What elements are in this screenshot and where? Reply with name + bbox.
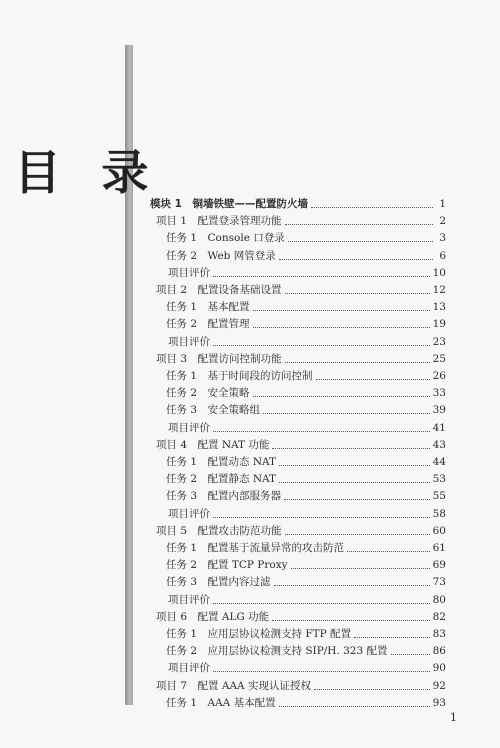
toc-entry bbox=[156, 282, 446, 298]
toc-entry-label: 项目 7 配置 AAA 实现认证授权 bbox=[156, 679, 311, 692]
toc-entry-page: 58 bbox=[432, 507, 446, 520]
toc-entry-label: 任务 1 应用层协议检测支持 FTP 配置 bbox=[166, 628, 352, 640]
toc-dot-leader bbox=[284, 498, 430, 500]
toc-entry-label: 任务 1 基于时间段的访问控制 bbox=[166, 370, 313, 382]
toc-dot-leader bbox=[285, 223, 433, 225]
toc-entry-label: 项目评价 bbox=[168, 335, 210, 348]
toc-entry-label: 任务 1 基本配置 bbox=[166, 301, 250, 314]
toc-dot-leader bbox=[213, 275, 430, 277]
toc-entry bbox=[166, 557, 446, 573]
toc-entry bbox=[166, 402, 446, 418]
toc-entry-page: 2 bbox=[439, 215, 446, 228]
toc-entry bbox=[156, 437, 446, 453]
toc-entry-label: 项目 4 配置 NAT 功能 bbox=[156, 438, 270, 451]
toc-dot-leader bbox=[274, 584, 430, 586]
toc-entry-label: 任务 2 配置管理 bbox=[166, 318, 250, 331]
toc-entry-page: 61 bbox=[432, 542, 446, 554]
toc-entry bbox=[166, 626, 446, 642]
toc-entry bbox=[166, 420, 446, 436]
toc-entry-page: 10 bbox=[432, 266, 446, 279]
toc-entry-page: 83 bbox=[432, 628, 446, 640]
toc-entry bbox=[166, 488, 446, 504]
toc-entry-label: 任务 1 配置动态 NAT bbox=[166, 456, 277, 468]
toc-entry-page: 60 bbox=[432, 524, 446, 537]
toc-entry bbox=[166, 454, 446, 470]
toc-entry bbox=[166, 695, 446, 711]
toc-entry-label: 任务 2 配置 TCP Proxy bbox=[166, 559, 288, 572]
toc-entry-label: 项目评价 bbox=[168, 593, 210, 606]
toc-entry-label: 项目评价 bbox=[168, 421, 210, 434]
toc-entry-label: 项目 5 配置攻击防范功能 bbox=[156, 524, 282, 537]
page-number: 1 bbox=[450, 711, 457, 724]
toc-entry-page: 92 bbox=[432, 679, 446, 692]
toc-entry bbox=[156, 523, 446, 539]
toc-entry-page: 12 bbox=[432, 284, 446, 296]
toc-dot-leader bbox=[279, 705, 430, 707]
toc-entry-page: 23 bbox=[432, 335, 446, 348]
toc-entry-page: 80 bbox=[432, 593, 446, 606]
toc-entry-label: 项目 6 配置 ALG 功能 bbox=[156, 610, 270, 623]
toc-entry-page: 39 bbox=[432, 404, 446, 417]
toc-entry-label: 项目评价 bbox=[168, 266, 210, 279]
toc-entry-label: 任务 1 AAA 基本配置 bbox=[166, 696, 276, 709]
toc-entry-label: 模块 1 铜墙铁壁——配置防火墙 bbox=[150, 198, 308, 210]
toc-dot-leader bbox=[272, 447, 429, 449]
toc-entry bbox=[156, 213, 446, 229]
toc-dot-leader bbox=[316, 378, 430, 380]
toc-entry bbox=[156, 609, 446, 625]
toc-entry-label: 任务 1 Console 口登录 bbox=[166, 232, 285, 245]
toc-entry bbox=[166, 574, 446, 590]
toc-entry bbox=[166, 368, 446, 384]
toc-entry bbox=[166, 299, 446, 315]
toc-entry-page: 25 bbox=[432, 352, 446, 365]
toc-dot-leader bbox=[213, 516, 430, 518]
toc-dot-leader bbox=[253, 309, 430, 311]
toc-entry-page: 44 bbox=[432, 456, 446, 468]
toc-entry-label: 任务 2 配置静态 NAT bbox=[166, 473, 277, 486]
toc-entry bbox=[166, 334, 446, 350]
toc-entry bbox=[166, 660, 446, 676]
toc-dot-leader bbox=[311, 206, 433, 208]
toc-entry-page: 33 bbox=[432, 387, 446, 400]
toc-dot-leader bbox=[253, 326, 430, 328]
toc-entry-page: 86 bbox=[432, 645, 446, 658]
toc-entry bbox=[166, 506, 446, 522]
toc-entry-label: 任务 2 Web 网管登录 bbox=[166, 249, 276, 262]
toc-entry-page: 69 bbox=[432, 559, 446, 572]
toc-entry-page: 6 bbox=[439, 249, 446, 262]
toc-dot-leader bbox=[213, 670, 430, 672]
toc-entry bbox=[150, 196, 446, 212]
toc-dot-leader bbox=[285, 292, 430, 294]
toc-entry-label: 任务 3 配置内部服务器 bbox=[166, 490, 282, 503]
toc-entry bbox=[166, 316, 446, 332]
toc-dot-leader bbox=[272, 619, 429, 621]
toc-entry-page: 13 bbox=[432, 301, 446, 314]
toc-entry bbox=[166, 643, 446, 659]
toc-dot-leader bbox=[391, 653, 430, 655]
toc-entry bbox=[166, 471, 446, 487]
toc-entry-page: 90 bbox=[432, 662, 446, 675]
toc-entry-label: 项目 1 配置登录管理功能 bbox=[156, 215, 282, 228]
toc-entry bbox=[156, 351, 446, 367]
toc-entry-label: 项目 3 配置访问控制功能 bbox=[156, 352, 282, 365]
toc-entry bbox=[156, 678, 446, 694]
toc-entry-label: 项目 2 配置设备基础设置 bbox=[156, 284, 282, 296]
toc-entry-page: 1 bbox=[439, 198, 446, 210]
toc-entry-label: 项目评价 bbox=[168, 507, 210, 520]
toc-entry-page: 43 bbox=[432, 438, 446, 451]
toc-entry bbox=[166, 265, 446, 281]
toc-dot-leader bbox=[213, 344, 430, 346]
toc-entry-page: 93 bbox=[432, 696, 446, 709]
toc-entry-page: 53 bbox=[432, 473, 446, 486]
toc-entry-page: 19 bbox=[432, 318, 446, 331]
toc-dot-leader bbox=[263, 412, 430, 414]
toc-entry-label: 项目评价 bbox=[168, 662, 210, 675]
toc-entry bbox=[166, 385, 446, 401]
toc-entry-label: 任务 2 应用层协议检测支持 SIP/H. 323 配置 bbox=[166, 645, 388, 658]
toc-dot-leader bbox=[279, 258, 433, 260]
toc-dot-leader bbox=[354, 636, 430, 638]
toc-dot-leader bbox=[279, 464, 430, 466]
toc-dot-leader bbox=[288, 240, 433, 242]
toc-entry-label: 任务 2 安全策略 bbox=[166, 387, 250, 400]
decorative-vertical-bar bbox=[125, 45, 133, 705]
toc-entry-page: 3 bbox=[439, 232, 446, 245]
toc-dot-leader bbox=[347, 550, 430, 552]
toc-dot-leader bbox=[213, 430, 430, 432]
toc-dot-leader bbox=[285, 533, 430, 535]
toc-entry-page: 82 bbox=[432, 610, 446, 623]
toc-entry bbox=[166, 248, 446, 264]
toc-dot-leader bbox=[213, 602, 430, 604]
toc-entry-page: 73 bbox=[432, 576, 446, 589]
toc-entry-page: 26 bbox=[432, 370, 446, 382]
toc-entry-label: 任务 3 安全策略组 bbox=[166, 404, 261, 417]
toc-entry bbox=[166, 230, 446, 246]
toc-dot-leader bbox=[314, 688, 430, 690]
toc-entry-label: 任务 1 配置基于流量异常的攻击防范 bbox=[166, 542, 345, 554]
toc-dot-leader bbox=[285, 361, 430, 363]
toc-entry-page: 55 bbox=[432, 490, 446, 503]
toc-dot-leader bbox=[279, 481, 430, 483]
toc-entry bbox=[166, 540, 446, 556]
toc-entry bbox=[166, 592, 446, 608]
toc-dot-leader bbox=[253, 395, 430, 397]
toc-entry-page: 41 bbox=[432, 421, 446, 434]
toc-entry-label: 任务 3 配置内容过滤 bbox=[166, 576, 271, 589]
toc-dot-leader bbox=[291, 567, 430, 569]
page-title: 目 录 bbox=[14, 146, 161, 201]
